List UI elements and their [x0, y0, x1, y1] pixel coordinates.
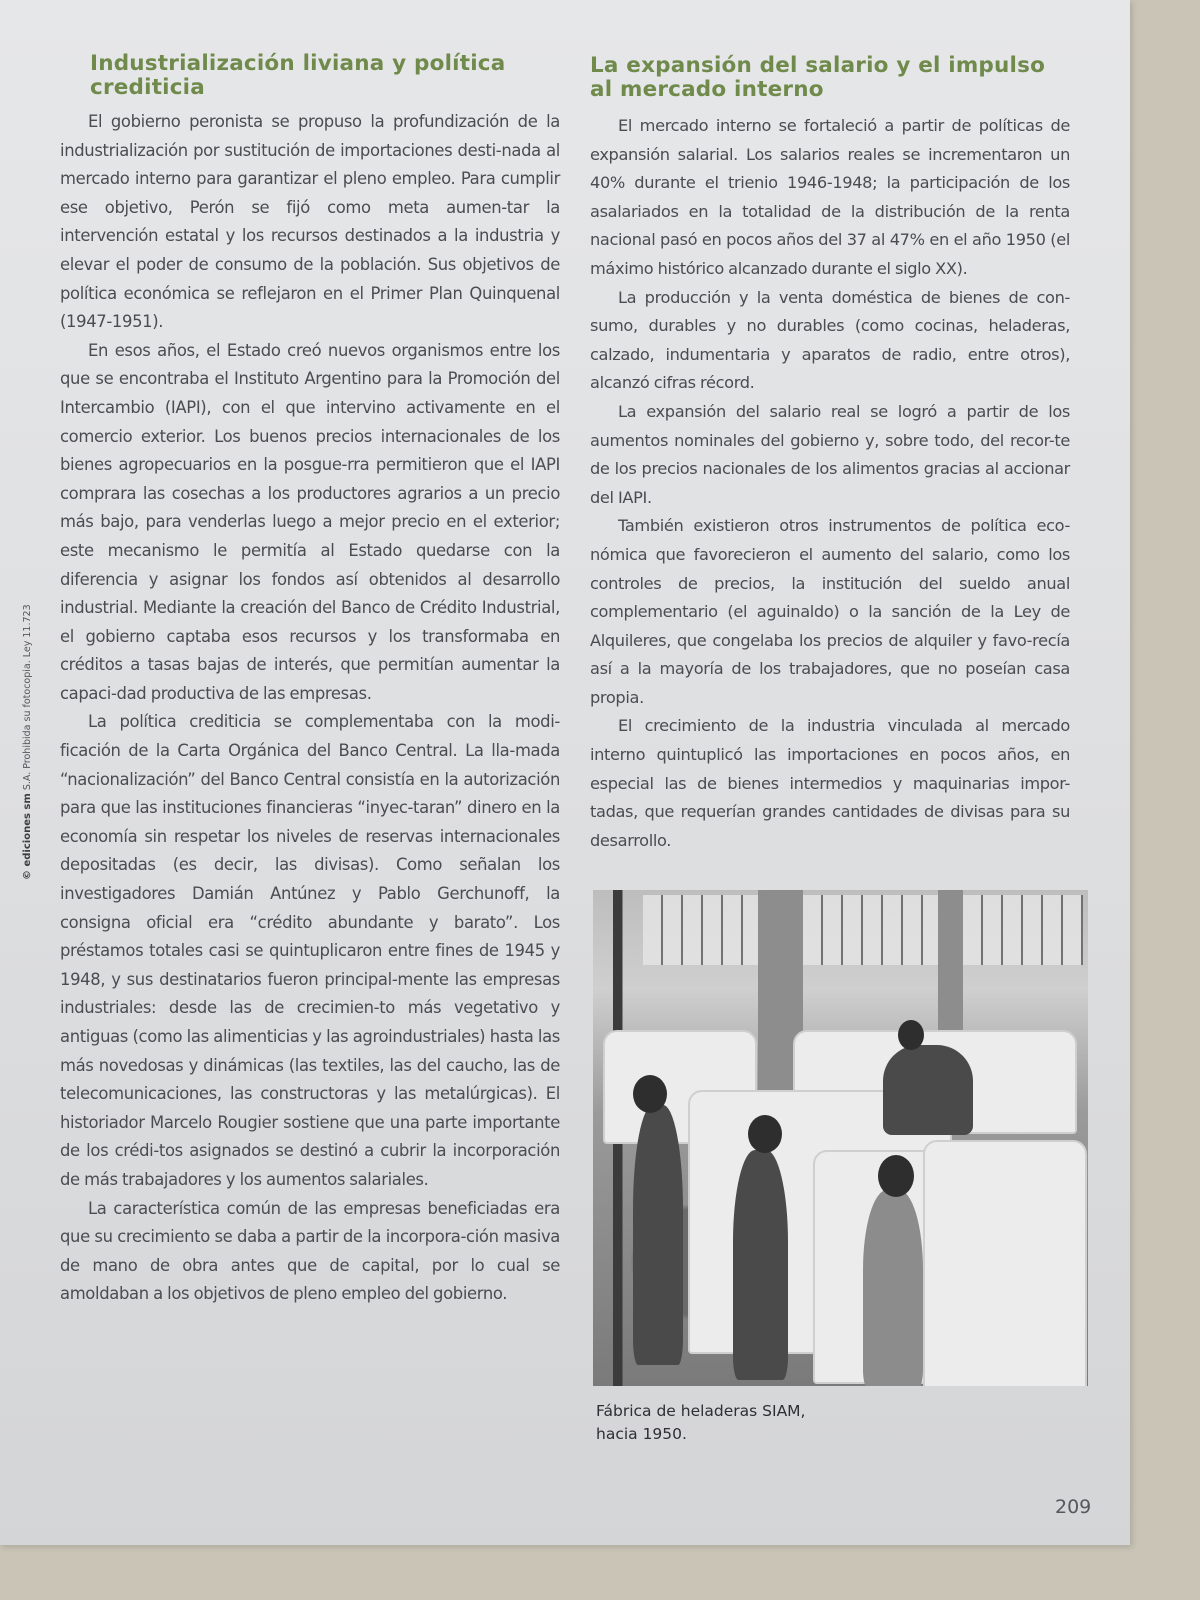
caption-line: Fábrica de heladeras SIAM,: [596, 1402, 806, 1420]
section-heading-industrializacion: Industrialización liviana y política crediticia: [90, 51, 506, 100]
copyright-notice: [22, 604, 33, 880]
pillar: [938, 890, 963, 1040]
page-number: 209: [1055, 1496, 1092, 1518]
paragraph: La característica común de las empresas beneficiadas era que su crecimiento se daba a partir de la incorpora-ción masiva de mano de obra antes que de capital, por lo cual se amoldaban a los objetivos de pleno empleo del gobierno.: [60, 1198, 560, 1304]
paragraph: La política crediticia se complementaba con la modi-ficación de la Carta Orgánica del Banco Central. La lla-mada “nacionalización” del Banco Central consistía en la autorización para que las instituciones financieras “inyec-taran” dinero en la economía sin respetar los niveles de reservas internacionales depositadas (es decir, las divisas). Como señalan los investigadores Damián Antúnez y Pablo Gerchunoff, la consigna oficial era “crédito abundante y barato”. Los préstamos totales casi se quintuplicaron entre fines de 1945 y 1948, y sus destinatarios fueron principal-mente las empresas industriales: desde las de crecimien-to más vegetativo y antiguas (como las alimenticias y las agroindustriales) hasta las más novedosas y dinámicas (las textiles, las del caucho, las de telecomunicaciones, las constructoras y las metalúrgicas). El historiador Marcelo Rougier sostiene que una parte importante de los crédi-tos asignados se destinó a cubrir la incorporación de más trabajadores y los aumentos salariales.: [60, 712, 560, 1189]
photo-caption: [596, 1400, 896, 1446]
factory-windows: [643, 895, 1083, 965]
worker-head: [633, 1075, 667, 1113]
paragraph: También existieron otros instrumentos de política eco-nómica que favorecieron el aumento del salario, como los controles de precios, la institución del sueldo anual complementario (el aguinaldo) o la sanción de la Ley de Alquileres, que congelaba los precios de alquiler y favo-recía así a la mayoría de los trabajadores, que no poseían casa propia.: [590, 516, 1070, 707]
worker-head: [898, 1020, 924, 1050]
paragraph: El mercado interno se fortaleció a partir de políticas de expansión salarial. Los salarios reales se incrementaron un 40% durante el trienio 1946-1948; la participación de los asalariados en la totalidad de la distribución de la renta nacional pasó en pocos años del 37 al 47% en el año 1950 (el máximo histórico alcanzado durante el siglo XX).: [590, 116, 1070, 278]
worker-head: [878, 1155, 914, 1197]
paragraph: La expansión del salario real se logró a partir de los aumentos nominales del gobierno y, sobre todo, del recor-te de los precios nacionales de los alimentos gracias al accionar del IAPI.: [590, 401, 1070, 507]
factory-photo: [593, 890, 1088, 1386]
caption-line: hacia 1950.: [596, 1425, 687, 1443]
paragraph: La producción y la venta doméstica de bienes de con-sumo, durables y no durables (como cocinas, heladeras, calzado, indumentaria y aparatos de radio, entre otros), alcanzó cifras récord.: [590, 287, 1070, 393]
worker: [633, 1105, 683, 1365]
paragraph: En esos años, el Estado creó nuevos organismos entre los que se encontraba el Instituto Argentino para la Promoción del Intercambio (IAPI), con el que intervino activamente en el comercio exterior. Los buenos precios internacionales de los bienes agropecuarios en la posgue-rra permitieron que el IAPI comprara las cosechas a los productores agrarios a un precio más bajo, para venderlas luego a mejor precio en el exterior; este mecanismo le permitía al Estado quedarse con la diferencia y asignar los fondos así obtenidos al desarrollo industrial. Mediante la creación del Banco de Crédito Industrial, el gobierno captaba esos recursos y los transformaba en créditos a tasas bajas de interés, que permitían aumentar la capaci-dad productiva de las empresas.: [60, 340, 560, 703]
worker: [883, 1045, 973, 1135]
worker: [733, 1150, 788, 1380]
refrigerator: [923, 1140, 1087, 1386]
worker: [863, 1190, 923, 1386]
copyright-legal-text: S.A. Prohibida su fotocopia. Ley 11.723: [22, 604, 33, 794]
left-column: [60, 52, 560, 1309]
publisher-name: © ediciones sm: [22, 793, 33, 880]
paragraph: El crecimiento de la industria vinculada al mercado interno quintuplicó las importaciones en pocos años, en especial las de bienes intermedios y maquinarias impor-tadas, que requerían grandes cantidades de divisas para su desarrollo.: [590, 716, 1070, 850]
worker-head: [748, 1115, 782, 1153]
paragraph: El gobierno peronista se propuso la profundización de la industrialización por sustitución de importaciones desti-nada al mercado interno para garantizar el pleno empleo. Para cumplir ese objetivo, Perón se fijó como meta aumen-tar la intervención estatal y los recursos destinados a la industria y elevar el poder de consumo de la población. Sus objetivos de política económica se reflejaron en el Primer Plan Quinquenal (1947-1951).: [60, 112, 560, 332]
section-heading-expansion-salario: La expansión del salario y el impulso al mercado interno: [590, 53, 1046, 102]
right-column: [590, 52, 1070, 855]
